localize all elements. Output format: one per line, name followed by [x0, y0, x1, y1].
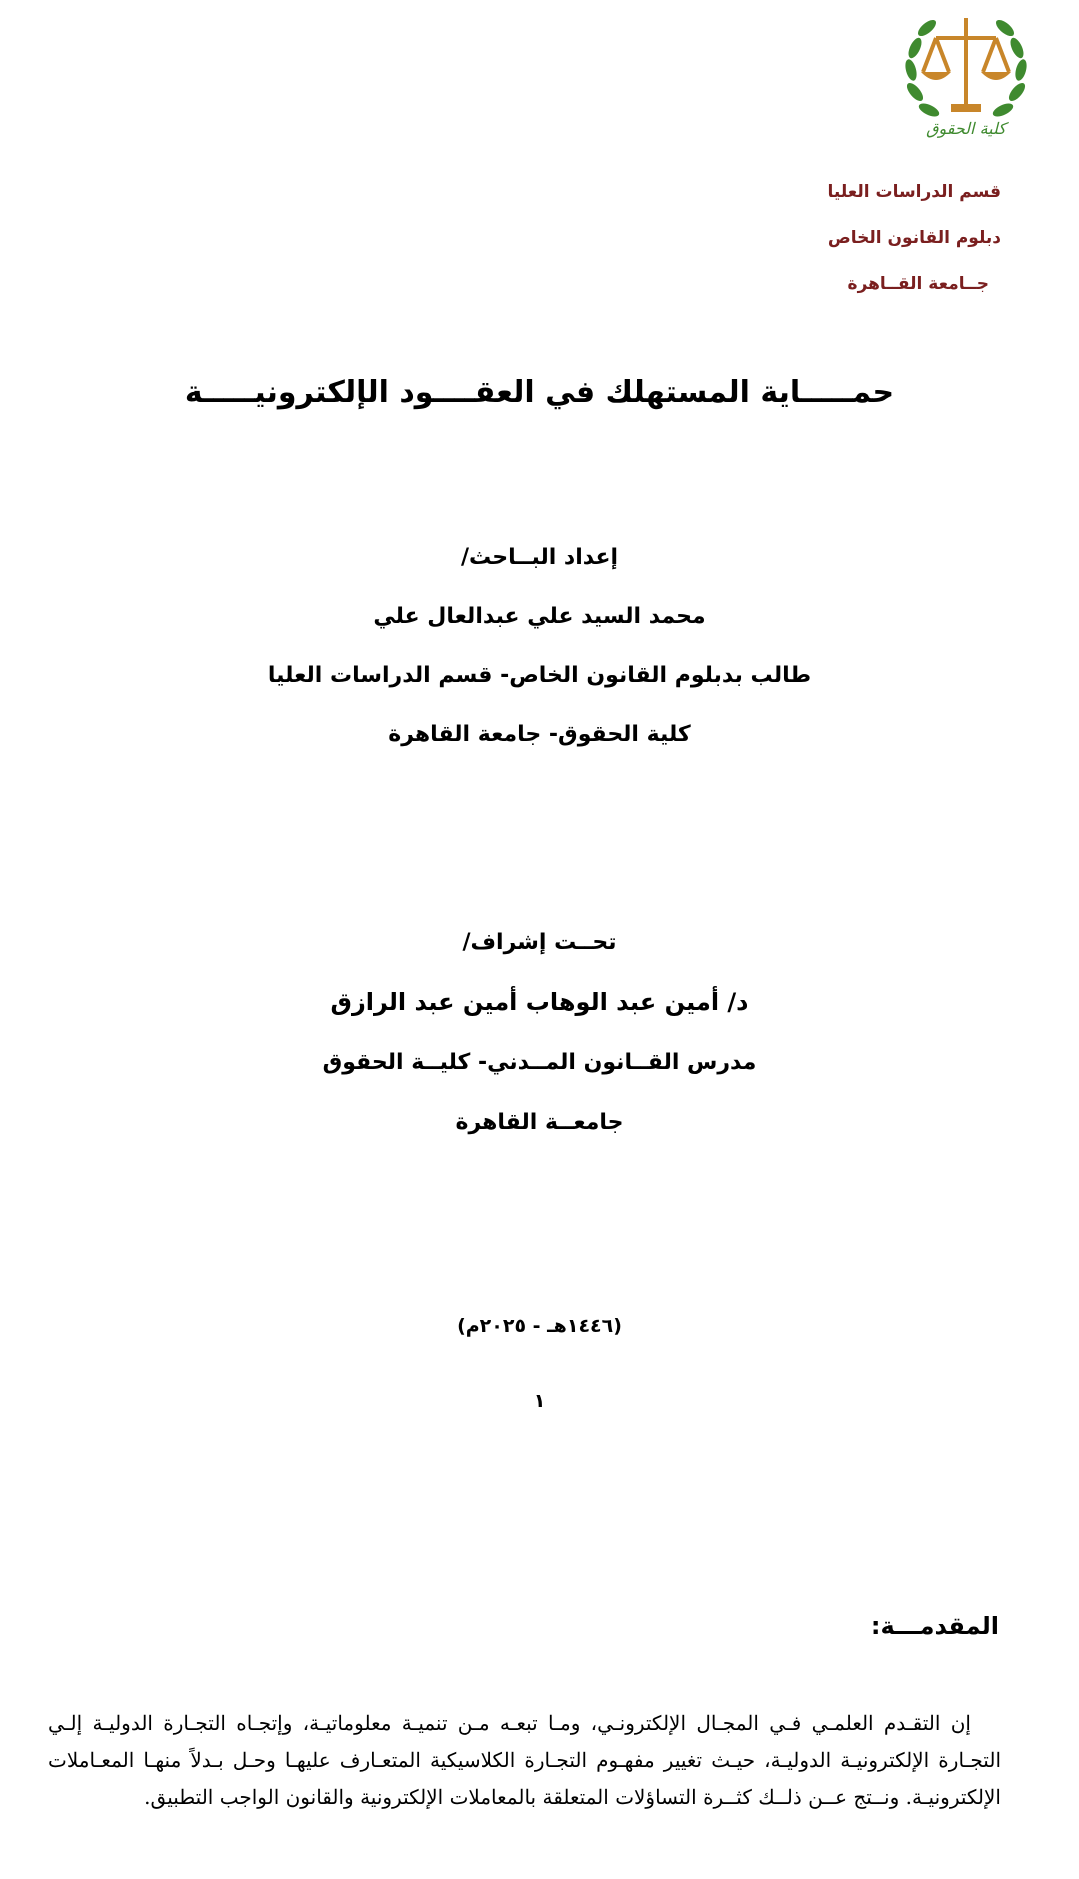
- page-number: ١: [533, 1390, 546, 1412]
- supervisor-label: تحــت إشراف/: [462, 930, 617, 955]
- supervisor-name: د/ أمين عبد الوهاب أمين عبد الرازق: [330, 988, 749, 1016]
- supervisor-affiliation: جامعــة القاهرة: [455, 1110, 624, 1135]
- faculty-logo: [891, 0, 1041, 140]
- researcher-role: طالب بدبلوم القانون الخاص- قسم الدراسات العليا: [267, 663, 812, 688]
- document-title: حمـــــاية المستهلك في العقــــود الإلكترونيـــــة: [184, 375, 895, 410]
- researcher-affiliation: كلية الحقوق- جامعة القاهرة: [388, 722, 691, 747]
- logo-caption: كلية الحقوق: [926, 119, 1006, 138]
- department-label: قسم الدراسات العليا: [827, 182, 1001, 202]
- researcher-name: محمد السيد علي عبدالعال علي: [373, 604, 706, 629]
- introduction-paragraph: إن التقـدم العلمـي فـي المجـال الإلكترونـي، ومـا تبعـه مـن تنميـة معلوماتيـة، وإتجـاه التجـارة الدوليـة إلـي التجـارة الإلكترونيـة الدوليـة، حيـث تغيير مفهـوم التجـارة الكلاسيكية المتعـارف عليهـا وحـل بـدلاً منهـا المعـاملات الإلكترونيـة. ونــتج عــن ذلــك كثــرة التساؤلات المتعلقة بالمعاملات الإلكترونية والقانون الواجب التطبيق.: [48, 1711, 1001, 1809]
- supervisor-role: مدرس القــانون المــدني- كليــة الحقوق: [322, 1050, 757, 1075]
- introduction-heading: المقدمـــة:: [870, 1612, 999, 1640]
- date-label: (١٤٤٦هـ - ٢٠٢٥م): [457, 1315, 622, 1337]
- researcher-label: إعداد البــاحث/: [460, 545, 619, 570]
- diploma-label: دبلوم القانون الخاص: [827, 228, 1001, 248]
- scales-of-justice-icon: [923, 18, 1009, 108]
- university-label: جــامعة القــاهرة: [847, 274, 989, 294]
